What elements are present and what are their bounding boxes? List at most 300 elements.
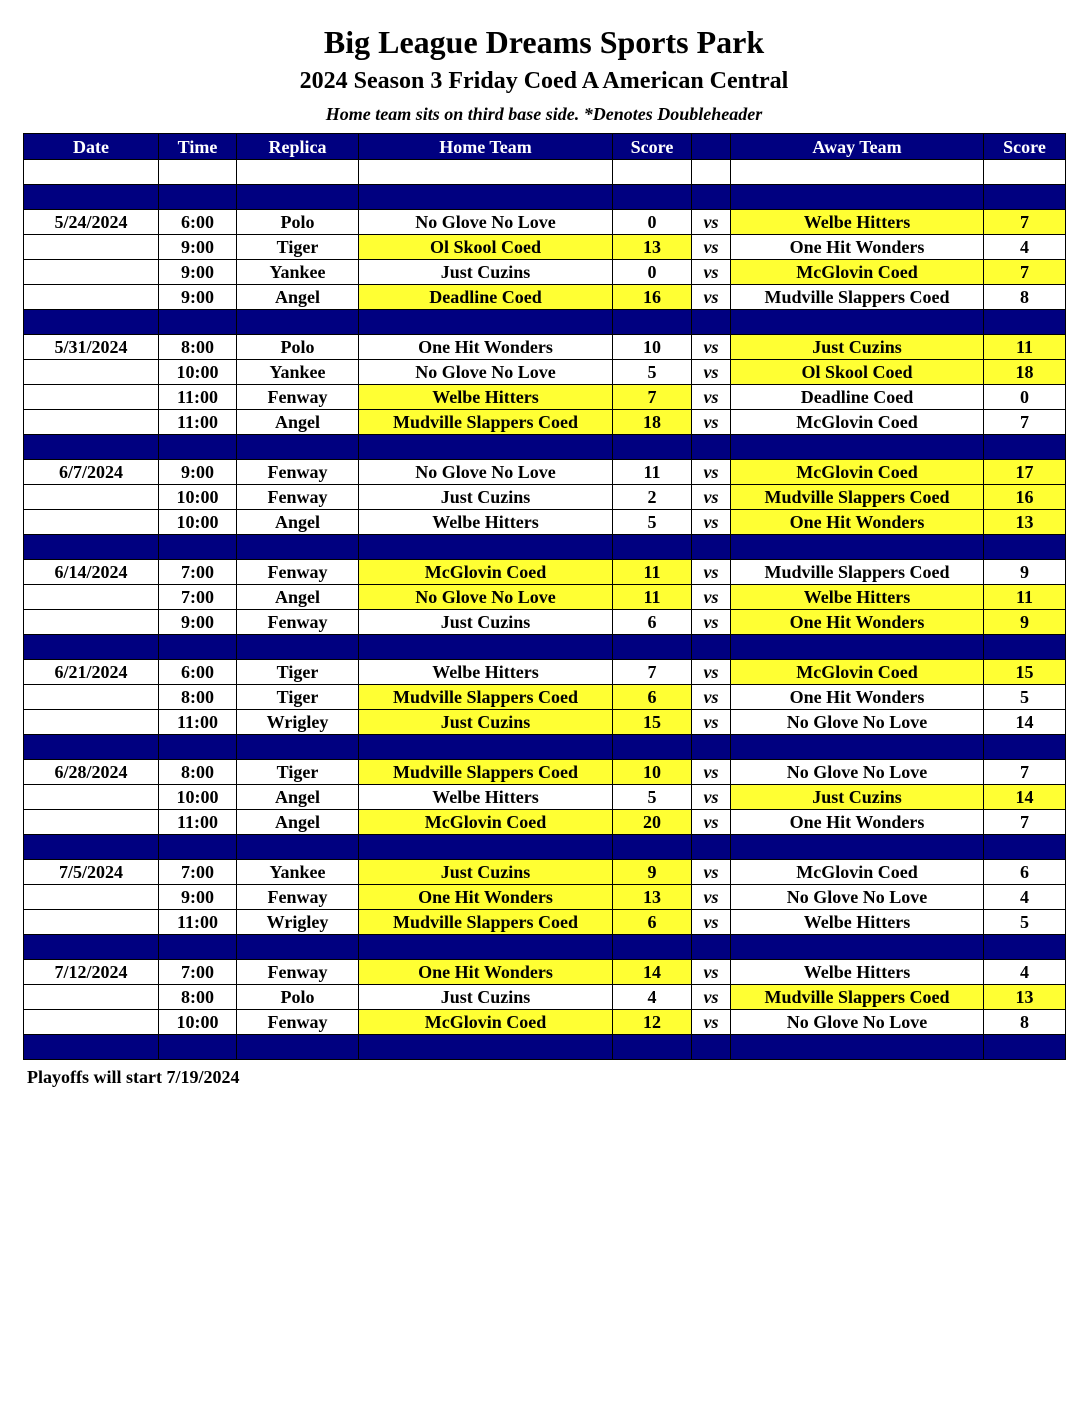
separator-cell bbox=[159, 835, 237, 860]
away-score: 4 bbox=[984, 885, 1066, 910]
home-team: Just Cuzins bbox=[359, 860, 613, 885]
separator-cell bbox=[613, 735, 692, 760]
game-field: Angel bbox=[237, 285, 359, 310]
game-field: Fenway bbox=[237, 485, 359, 510]
separator-cell bbox=[984, 310, 1066, 335]
separator-cell bbox=[24, 535, 159, 560]
home-score: 7 bbox=[613, 385, 692, 410]
separator-cell bbox=[613, 535, 692, 560]
game-row bbox=[24, 810, 1066, 835]
away-score: 9 bbox=[984, 610, 1066, 635]
away-team: McGlovin Coed bbox=[731, 860, 984, 885]
week-separator bbox=[24, 635, 1066, 660]
home-score: 6 bbox=[613, 610, 692, 635]
vs-label: vs bbox=[692, 810, 731, 835]
game-row bbox=[24, 660, 1066, 685]
home-team: Just Cuzins bbox=[359, 260, 613, 285]
separator-cell bbox=[731, 835, 984, 860]
home-team: McGlovin Coed bbox=[359, 810, 613, 835]
home-team: No Glove No Love bbox=[359, 585, 613, 610]
game-field: Angel bbox=[237, 585, 359, 610]
away-team: McGlovin Coed bbox=[731, 260, 984, 285]
away-team: Just Cuzins bbox=[731, 335, 984, 360]
separator-cell bbox=[984, 635, 1066, 660]
home-team: No Glove No Love bbox=[359, 460, 613, 485]
away-score: 13 bbox=[984, 510, 1066, 535]
away-score: 17 bbox=[984, 460, 1066, 485]
home-score: 9 bbox=[613, 860, 692, 885]
away-score: 8 bbox=[984, 1010, 1066, 1035]
separator-cell bbox=[731, 310, 984, 335]
vs-label: vs bbox=[692, 960, 731, 985]
home-score: 4 bbox=[613, 985, 692, 1010]
game-field: Tiger bbox=[237, 685, 359, 710]
home-score: 7 bbox=[613, 660, 692, 685]
home-team: Welbe Hitters bbox=[359, 510, 613, 535]
game-time: 6:00 bbox=[159, 210, 237, 235]
away-team: Welbe Hitters bbox=[731, 210, 984, 235]
vs-label: vs bbox=[692, 910, 731, 935]
game-field: Yankee bbox=[237, 360, 359, 385]
separator-cell bbox=[237, 935, 359, 960]
separator-cell bbox=[613, 935, 692, 960]
home-score: 20 bbox=[613, 810, 692, 835]
game-date bbox=[24, 1010, 159, 1035]
separator-cell bbox=[24, 735, 159, 760]
game-date bbox=[24, 235, 159, 260]
home-score: 12 bbox=[613, 1010, 692, 1035]
game-time: 10:00 bbox=[159, 1010, 237, 1035]
separator-cell bbox=[24, 835, 159, 860]
home-team: Just Cuzins bbox=[359, 710, 613, 735]
vs-label: vs bbox=[692, 610, 731, 635]
away-score: 9 bbox=[984, 560, 1066, 585]
game-field: Fenway bbox=[237, 385, 359, 410]
separator-cell bbox=[692, 310, 731, 335]
separator-cell bbox=[24, 935, 159, 960]
separator-cell bbox=[359, 635, 613, 660]
game-field: Polo bbox=[237, 210, 359, 235]
vs-label: vs bbox=[692, 985, 731, 1010]
game-row bbox=[24, 235, 1066, 260]
empty-cell bbox=[237, 160, 359, 185]
separator-cell bbox=[613, 310, 692, 335]
separator-cell bbox=[613, 435, 692, 460]
separator-cell bbox=[984, 435, 1066, 460]
vs-label: vs bbox=[692, 585, 731, 610]
home-score: 11 bbox=[613, 560, 692, 585]
game-field: Fenway bbox=[237, 960, 359, 985]
week-separator bbox=[24, 735, 1066, 760]
separator-cell bbox=[237, 310, 359, 335]
away-score: 6 bbox=[984, 860, 1066, 885]
away-team: Welbe Hitters bbox=[731, 960, 984, 985]
separator-cell bbox=[731, 1035, 984, 1060]
col-time: Time bbox=[159, 134, 237, 160]
away-score: 7 bbox=[984, 210, 1066, 235]
game-field: Angel bbox=[237, 510, 359, 535]
schedule-table bbox=[23, 133, 1066, 1060]
game-row bbox=[24, 960, 1066, 985]
home-team: Just Cuzins bbox=[359, 485, 613, 510]
game-date bbox=[24, 385, 159, 410]
page-title: Big League Dreams Sports Park bbox=[323, 24, 765, 60]
game-field: Yankee bbox=[237, 860, 359, 885]
game-time: 8:00 bbox=[159, 760, 237, 785]
game-date bbox=[24, 785, 159, 810]
empty-cell bbox=[613, 160, 692, 185]
vs-label: vs bbox=[692, 660, 731, 685]
game-date bbox=[24, 260, 159, 285]
game-date bbox=[24, 585, 159, 610]
vs-label: vs bbox=[692, 260, 731, 285]
col-vs bbox=[692, 134, 731, 160]
empty-cell bbox=[984, 160, 1066, 185]
game-row bbox=[24, 560, 1066, 585]
game-date bbox=[24, 810, 159, 835]
home-team: Welbe Hitters bbox=[359, 660, 613, 685]
game-date: 6/21/2024 bbox=[24, 660, 159, 685]
away-team: One Hit Wonders bbox=[731, 810, 984, 835]
empty-cell bbox=[24, 160, 159, 185]
away-team: Just Cuzins bbox=[731, 785, 984, 810]
away-team: Mudville Slappers Coed bbox=[731, 985, 984, 1010]
col-home-team: Home Team bbox=[359, 134, 613, 160]
col-home-score: Score bbox=[613, 134, 692, 160]
game-field: Angel bbox=[237, 785, 359, 810]
game-time: 8:00 bbox=[159, 335, 237, 360]
separator-cell bbox=[731, 185, 984, 210]
away-team: One Hit Wonders bbox=[731, 685, 984, 710]
game-row bbox=[24, 910, 1066, 935]
vs-label: vs bbox=[692, 360, 731, 385]
separator-cell bbox=[613, 635, 692, 660]
game-date: 6/14/2024 bbox=[24, 560, 159, 585]
game-time: 10:00 bbox=[159, 360, 237, 385]
separator-cell bbox=[159, 535, 237, 560]
away-team: No Glove No Love bbox=[731, 760, 984, 785]
game-date: 7/5/2024 bbox=[24, 860, 159, 885]
vs-label: vs bbox=[692, 410, 731, 435]
away-team: McGlovin Coed bbox=[731, 410, 984, 435]
separator-cell bbox=[731, 635, 984, 660]
game-time: 6:00 bbox=[159, 660, 237, 685]
home-team: McGlovin Coed bbox=[359, 560, 613, 585]
game-field: Fenway bbox=[237, 560, 359, 585]
separator-cell bbox=[984, 535, 1066, 560]
away-score: 4 bbox=[984, 235, 1066, 260]
game-field: Angel bbox=[237, 810, 359, 835]
vs-label: vs bbox=[692, 460, 731, 485]
separator-cell bbox=[359, 435, 613, 460]
game-row bbox=[24, 285, 1066, 310]
game-row bbox=[24, 335, 1066, 360]
home-team: McGlovin Coed bbox=[359, 1010, 613, 1035]
away-score: 18 bbox=[984, 360, 1066, 385]
away-team: McGlovin Coed bbox=[731, 460, 984, 485]
game-field: Fenway bbox=[237, 610, 359, 635]
game-time: 9:00 bbox=[159, 460, 237, 485]
game-row bbox=[24, 510, 1066, 535]
away-team: No Glove No Love bbox=[731, 1010, 984, 1035]
game-date: 6/28/2024 bbox=[24, 760, 159, 785]
away-score: 11 bbox=[984, 335, 1066, 360]
vs-label: vs bbox=[692, 760, 731, 785]
game-time: 7:00 bbox=[159, 585, 237, 610]
home-score: 11 bbox=[613, 460, 692, 485]
away-score: 14 bbox=[984, 710, 1066, 735]
away-team: McGlovin Coed bbox=[731, 660, 984, 685]
vs-label: vs bbox=[692, 560, 731, 585]
game-date bbox=[24, 910, 159, 935]
home-team: Mudville Slappers Coed bbox=[359, 910, 613, 935]
separator-cell bbox=[984, 185, 1066, 210]
separator-cell bbox=[237, 835, 359, 860]
separator-cell bbox=[159, 185, 237, 210]
home-score: 5 bbox=[613, 510, 692, 535]
home-score: 14 bbox=[613, 960, 692, 985]
game-field: Fenway bbox=[237, 1010, 359, 1035]
game-row bbox=[24, 385, 1066, 410]
separator-cell bbox=[731, 435, 984, 460]
separator-cell bbox=[159, 1035, 237, 1060]
empty-cell bbox=[159, 160, 237, 185]
separator-cell bbox=[692, 735, 731, 760]
empty-cell bbox=[731, 160, 984, 185]
vs-label: vs bbox=[692, 510, 731, 535]
home-team: One Hit Wonders bbox=[359, 885, 613, 910]
header-row bbox=[24, 134, 1066, 160]
separator-cell bbox=[24, 435, 159, 460]
game-time: 7:00 bbox=[159, 560, 237, 585]
game-date bbox=[24, 485, 159, 510]
vs-label: vs bbox=[692, 885, 731, 910]
away-team: Mudville Slappers Coed bbox=[731, 285, 984, 310]
separator-cell bbox=[359, 310, 613, 335]
game-date bbox=[24, 510, 159, 535]
away-score: 11 bbox=[984, 585, 1066, 610]
home-score: 5 bbox=[613, 360, 692, 385]
home-team: Mudville Slappers Coed bbox=[359, 760, 613, 785]
home-score: 6 bbox=[613, 685, 692, 710]
vs-label: vs bbox=[692, 710, 731, 735]
game-time: 11:00 bbox=[159, 385, 237, 410]
separator-cell bbox=[692, 1035, 731, 1060]
home-score: 10 bbox=[613, 760, 692, 785]
game-time: 11:00 bbox=[159, 710, 237, 735]
vs-label: vs bbox=[692, 285, 731, 310]
home-team: One Hit Wonders bbox=[359, 960, 613, 985]
col-away-team: Away Team bbox=[731, 134, 984, 160]
game-field: Polo bbox=[237, 985, 359, 1010]
separator-cell bbox=[359, 935, 613, 960]
separator-cell bbox=[24, 185, 159, 210]
away-team: No Glove No Love bbox=[731, 885, 984, 910]
away-team: Welbe Hitters bbox=[731, 585, 984, 610]
home-score: 13 bbox=[613, 235, 692, 260]
game-row bbox=[24, 260, 1066, 285]
separator-cell bbox=[359, 185, 613, 210]
game-field: Tiger bbox=[237, 660, 359, 685]
separator-cell bbox=[692, 535, 731, 560]
away-team: Ol Skool Coed bbox=[731, 360, 984, 385]
separator-cell bbox=[984, 835, 1066, 860]
game-row bbox=[24, 985, 1066, 1010]
separator-cell bbox=[692, 935, 731, 960]
home-team: Welbe Hitters bbox=[359, 385, 613, 410]
game-field: Yankee bbox=[237, 260, 359, 285]
separator-cell bbox=[159, 935, 237, 960]
away-score: 8 bbox=[984, 285, 1066, 310]
game-time: 7:00 bbox=[159, 960, 237, 985]
separator-cell bbox=[159, 310, 237, 335]
week-separator bbox=[24, 435, 1066, 460]
week-separator bbox=[24, 535, 1066, 560]
separator-cell bbox=[24, 635, 159, 660]
game-time: 8:00 bbox=[159, 685, 237, 710]
game-date bbox=[24, 610, 159, 635]
col-away-score: Score bbox=[984, 134, 1066, 160]
home-score: 0 bbox=[613, 210, 692, 235]
game-row bbox=[24, 210, 1066, 235]
home-score: 0 bbox=[613, 260, 692, 285]
week-separator bbox=[24, 185, 1066, 210]
empty-cell bbox=[359, 160, 613, 185]
game-row bbox=[24, 410, 1066, 435]
vs-label: vs bbox=[692, 485, 731, 510]
vs-label: vs bbox=[692, 235, 731, 260]
game-row bbox=[24, 885, 1066, 910]
game-time: 7:00 bbox=[159, 860, 237, 885]
home-team: Deadline Coed bbox=[359, 285, 613, 310]
separator-cell bbox=[159, 435, 237, 460]
separator-cell bbox=[984, 935, 1066, 960]
separator-cell bbox=[237, 535, 359, 560]
separator-cell bbox=[237, 435, 359, 460]
home-score: 10 bbox=[613, 335, 692, 360]
game-field: Tiger bbox=[237, 235, 359, 260]
game-time: 9:00 bbox=[159, 610, 237, 635]
away-score: 7 bbox=[984, 760, 1066, 785]
game-date bbox=[24, 285, 159, 310]
game-field: Tiger bbox=[237, 760, 359, 785]
vs-label: vs bbox=[692, 1010, 731, 1035]
game-date bbox=[24, 885, 159, 910]
home-team: Ol Skool Coed bbox=[359, 235, 613, 260]
home-score: 6 bbox=[613, 910, 692, 935]
game-row bbox=[24, 685, 1066, 710]
game-date bbox=[24, 985, 159, 1010]
away-score: 15 bbox=[984, 660, 1066, 685]
home-score: 11 bbox=[613, 585, 692, 610]
week-separator bbox=[24, 310, 1066, 335]
separator-cell bbox=[24, 1035, 159, 1060]
separator-cell bbox=[692, 185, 731, 210]
home-score: 16 bbox=[613, 285, 692, 310]
separator-cell bbox=[359, 535, 613, 560]
game-date: 7/12/2024 bbox=[24, 960, 159, 985]
game-date bbox=[24, 685, 159, 710]
game-row bbox=[24, 360, 1066, 385]
game-field: Wrigley bbox=[237, 910, 359, 935]
game-field: Angel bbox=[237, 410, 359, 435]
home-team: Just Cuzins bbox=[359, 985, 613, 1010]
game-time: 8:00 bbox=[159, 985, 237, 1010]
game-row bbox=[24, 710, 1066, 735]
vs-label: vs bbox=[692, 860, 731, 885]
separator-cell bbox=[731, 535, 984, 560]
away-score: 16 bbox=[984, 485, 1066, 510]
away-team: Welbe Hitters bbox=[731, 910, 984, 935]
home-score: 18 bbox=[613, 410, 692, 435]
game-time: 10:00 bbox=[159, 785, 237, 810]
away-team: One Hit Wonders bbox=[731, 235, 984, 260]
week-separator bbox=[24, 1035, 1066, 1060]
game-time: 10:00 bbox=[159, 485, 237, 510]
home-score: 13 bbox=[613, 885, 692, 910]
game-row bbox=[24, 485, 1066, 510]
week-separator bbox=[24, 935, 1066, 960]
game-field: Polo bbox=[237, 335, 359, 360]
away-score: 14 bbox=[984, 785, 1066, 810]
vs-label: vs bbox=[692, 385, 731, 410]
game-field: Fenway bbox=[237, 460, 359, 485]
home-score: 5 bbox=[613, 785, 692, 810]
away-team: Mudville Slappers Coed bbox=[731, 560, 984, 585]
game-time: 11:00 bbox=[159, 810, 237, 835]
schedule-body bbox=[24, 160, 1066, 1060]
game-date: 5/31/2024 bbox=[24, 335, 159, 360]
separator-cell bbox=[613, 185, 692, 210]
home-team: Mudville Slappers Coed bbox=[359, 410, 613, 435]
home-team: Welbe Hitters bbox=[359, 785, 613, 810]
game-date bbox=[24, 710, 159, 735]
home-score: 15 bbox=[613, 710, 692, 735]
separator-cell bbox=[692, 635, 731, 660]
game-time: 9:00 bbox=[159, 285, 237, 310]
separator-cell bbox=[984, 1035, 1066, 1060]
empty-cell bbox=[692, 160, 731, 185]
col-replica: Replica bbox=[237, 134, 359, 160]
page-subtitle: 2024 Season 3 Friday Coed A American Central bbox=[299, 68, 789, 94]
separator-cell bbox=[24, 310, 159, 335]
separator-cell bbox=[613, 1035, 692, 1060]
game-row bbox=[24, 785, 1066, 810]
vs-label: vs bbox=[692, 685, 731, 710]
away-team: Deadline Coed bbox=[731, 385, 984, 410]
home-team: Just Cuzins bbox=[359, 610, 613, 635]
away-team: Mudville Slappers Coed bbox=[731, 485, 984, 510]
vs-label: vs bbox=[692, 785, 731, 810]
game-field: Fenway bbox=[237, 885, 359, 910]
home-team: No Glove No Love bbox=[359, 210, 613, 235]
game-time: 11:00 bbox=[159, 910, 237, 935]
game-time: 11:00 bbox=[159, 410, 237, 435]
separator-cell bbox=[731, 935, 984, 960]
game-date bbox=[24, 360, 159, 385]
away-score: 13 bbox=[984, 985, 1066, 1010]
separator-cell bbox=[359, 735, 613, 760]
separator-cell bbox=[692, 435, 731, 460]
away-score: 0 bbox=[984, 385, 1066, 410]
vs-label: vs bbox=[692, 335, 731, 360]
away-score: 7 bbox=[984, 410, 1066, 435]
separator-cell bbox=[237, 735, 359, 760]
separator-cell bbox=[613, 835, 692, 860]
col-date: Date bbox=[24, 134, 159, 160]
game-row bbox=[24, 610, 1066, 635]
separator-cell bbox=[237, 635, 359, 660]
